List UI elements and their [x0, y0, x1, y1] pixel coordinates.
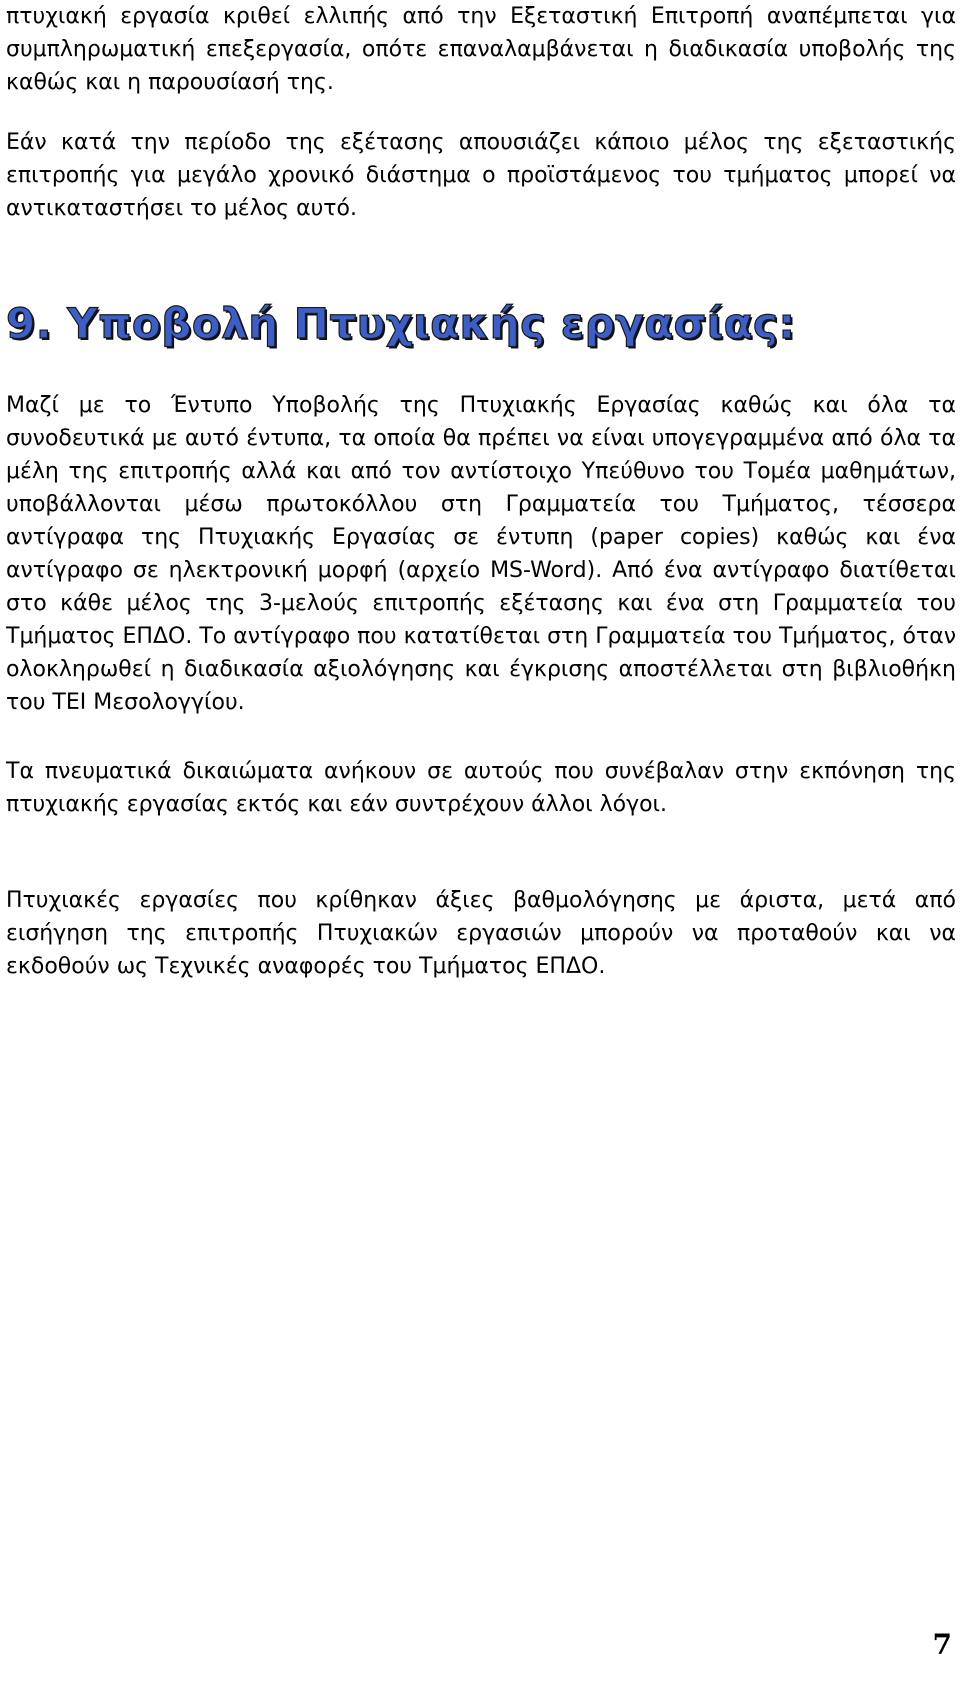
section-heading-thesis-submission: 9. Υποβολή Πτυχιακής εργασίας:: [6, 299, 796, 348]
paragraph-copyright: Τα πνευματικά δικαιώματα ανήκουν σε αυτούς που συνέβαλαν στην εκπόνηση της πτυχιακής εργασίας εκτός και εάν συντρέχουν άλλοι λόγοι.: [6, 759, 956, 817]
paragraph-member-replacement: Εάν κατά την περίοδο της εξέτασης απουσιάζει κάποιο μέλος της εξεταστικής επιτροπής για μεγάλο χρονικό διάστημα ο προϊστάμενος του τμήματος μπορεί να αντικαταστήσει το μέλος αυτό.: [6, 130, 956, 221]
page-number: 7: [932, 1628, 952, 1661]
paragraph-submission-procedure: Μαζί με το Έντυπο Υποβολής της Πτυχιακής Εργασίας καθώς και όλα τα συνοδευτικά με αυτό έντυπα, τα οποία θα πρέπει να είναι υπογεγραμμένα από όλα τα μέλη της επιτροπής αλλά και από τον αντίστοιχο Υπεύθυνο του Τομέα μαθημάτων, υποβάλλονται μέσω πρωτοκόλλου στη Γραμματεία του Τμήματος, τέσσερα αντίγραφα της Πτυχιακής Εργασίας σε έντυπη (paper copies) καθώς και ένα αντίγραφο σε ηλεκτρονική μορφή (αρχείο MS-Word). Από ένα αντίγραφο διατίθεται στο κάθε μέλος της 3-μελούς επιτροπής εξέτασης και ένα στη Γραμματεία του Τμήματος ΕΠΔΟ. Το αντίγραφο που κατατίθεται στη Γραμματεία του Τμήματος, όταν ολοκληρωθεί η διαδικασία αξιολόγησης και έγκρισης αποστέλλεται στη βιβλιοθήκη του ΤΕΙ Μεσολογγίου.: [6, 393, 956, 715]
paragraph-resubmission: πτυχιακή εργασία κριθεί ελλιπής από την Εξεταστική Επιτροπή αναπέμπεται για συμπληρωματική επεξεργασία, οπότε επαναλαμβάνεται η διαδικασία υποβολής της καθώς και η παρουσίασή της.: [6, 4, 956, 95]
paragraph-technical-reports: Πτυχιακές εργασίες που κρίθηκαν άξιες βαθμολόγησης με άριστα, μετά από εισήγηση της επιτροπής Πτυχιακών εργασιών μπορούν να προταθούν και να εκδοθούν ως Τεχνικές αναφορές του Τμήματος ΕΠΔΟ.: [6, 888, 956, 979]
